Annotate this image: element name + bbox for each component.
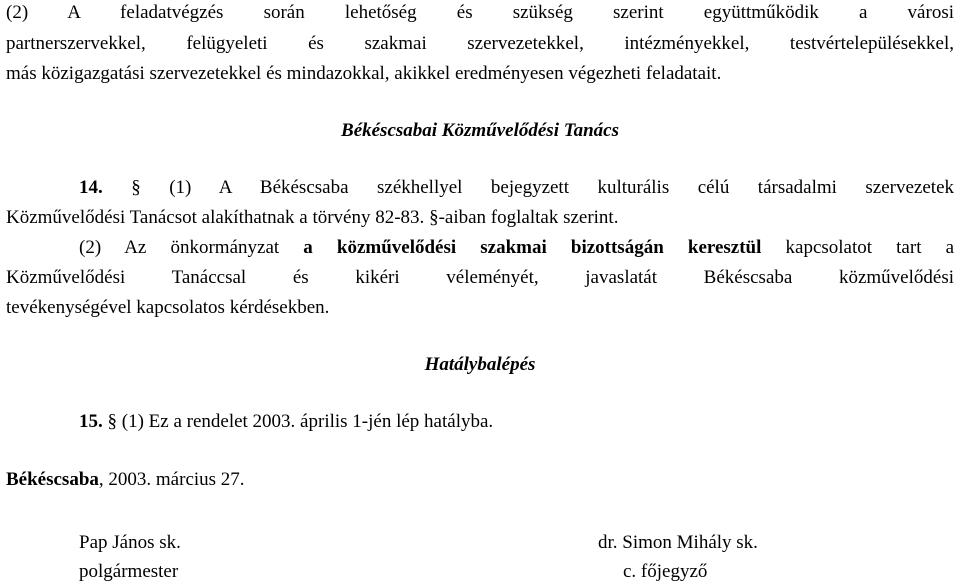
paragraph-2-line-2: partnerszervekkel, felügyeleti és szakmai szervezetekkel, intézményekkel, testvértelepülésekkel, [6, 33, 954, 54]
section-14-line-2 [6, 208, 618, 227]
signature-left-title: polgármester [79, 561, 179, 582]
section-15-text: (1) Ez a rendelet 2003. április 1-jén lép hatályba. [121, 411, 494, 432]
section-14-line-1 [79, 178, 954, 197]
date-text: , 2003. március 27. [98, 469, 245, 490]
section-heading-hatalybalepes: Hatálybalépés [424, 354, 536, 375]
section-sign: § [107, 411, 117, 432]
section-sign: § [131, 177, 141, 198]
place-name: Békéscsaba [6, 469, 99, 490]
section-14-text-3: -aiban foglaltak szerint. [438, 207, 619, 228]
section-14-p2-bold: a közművelődési szakmai bizottságán keresztül [303, 237, 762, 258]
signature-right-name: dr. Simon Mihály sk. [598, 532, 758, 553]
section-14-number: 14. [79, 177, 103, 198]
section-14-p2-line-2: Közművelődési Tanáccsal és kikéri véleményét, javaslatát Békéscsaba közművelődési [6, 267, 954, 288]
paragraph-2-line-1: (2) A feladatvégzés során lehetőség és szükség szerint együttműködik a városi [6, 2, 954, 23]
section-14-text-2: Közművelődési Tanácsot alakíthatnak a törvény 82-83. [6, 207, 425, 228]
section-15-number: 15. [79, 411, 103, 432]
place-date [6, 470, 245, 489]
signature-right-title: c. főjegyző [623, 561, 708, 582]
section-14-p2-post: kapcsolatot tart a [785, 237, 955, 258]
section-14-p2-line-1 [79, 238, 954, 257]
section-sign: § [429, 207, 439, 228]
section-14-p2-pre: (2) Az önkormányzat [79, 237, 280, 258]
section-14-text-1: (1) A Békéscsaba székhellyel bejegyzett kulturális célú társadalmi szervezetek [169, 177, 954, 198]
section-15-line [79, 412, 493, 431]
section-14-p2-line-3: tevékenységével kapcsolatos kérdésekben. [6, 297, 330, 318]
section-heading-tanacs: Békéscsabai Közművelődési Tanács [341, 120, 619, 141]
signature-left-name: Pap János sk. [79, 532, 181, 553]
paragraph-2-line-3: más közigazgatási szervezetekkel és mindazokkal, akikkel eredményesen végezheti feladatait. [6, 63, 722, 84]
